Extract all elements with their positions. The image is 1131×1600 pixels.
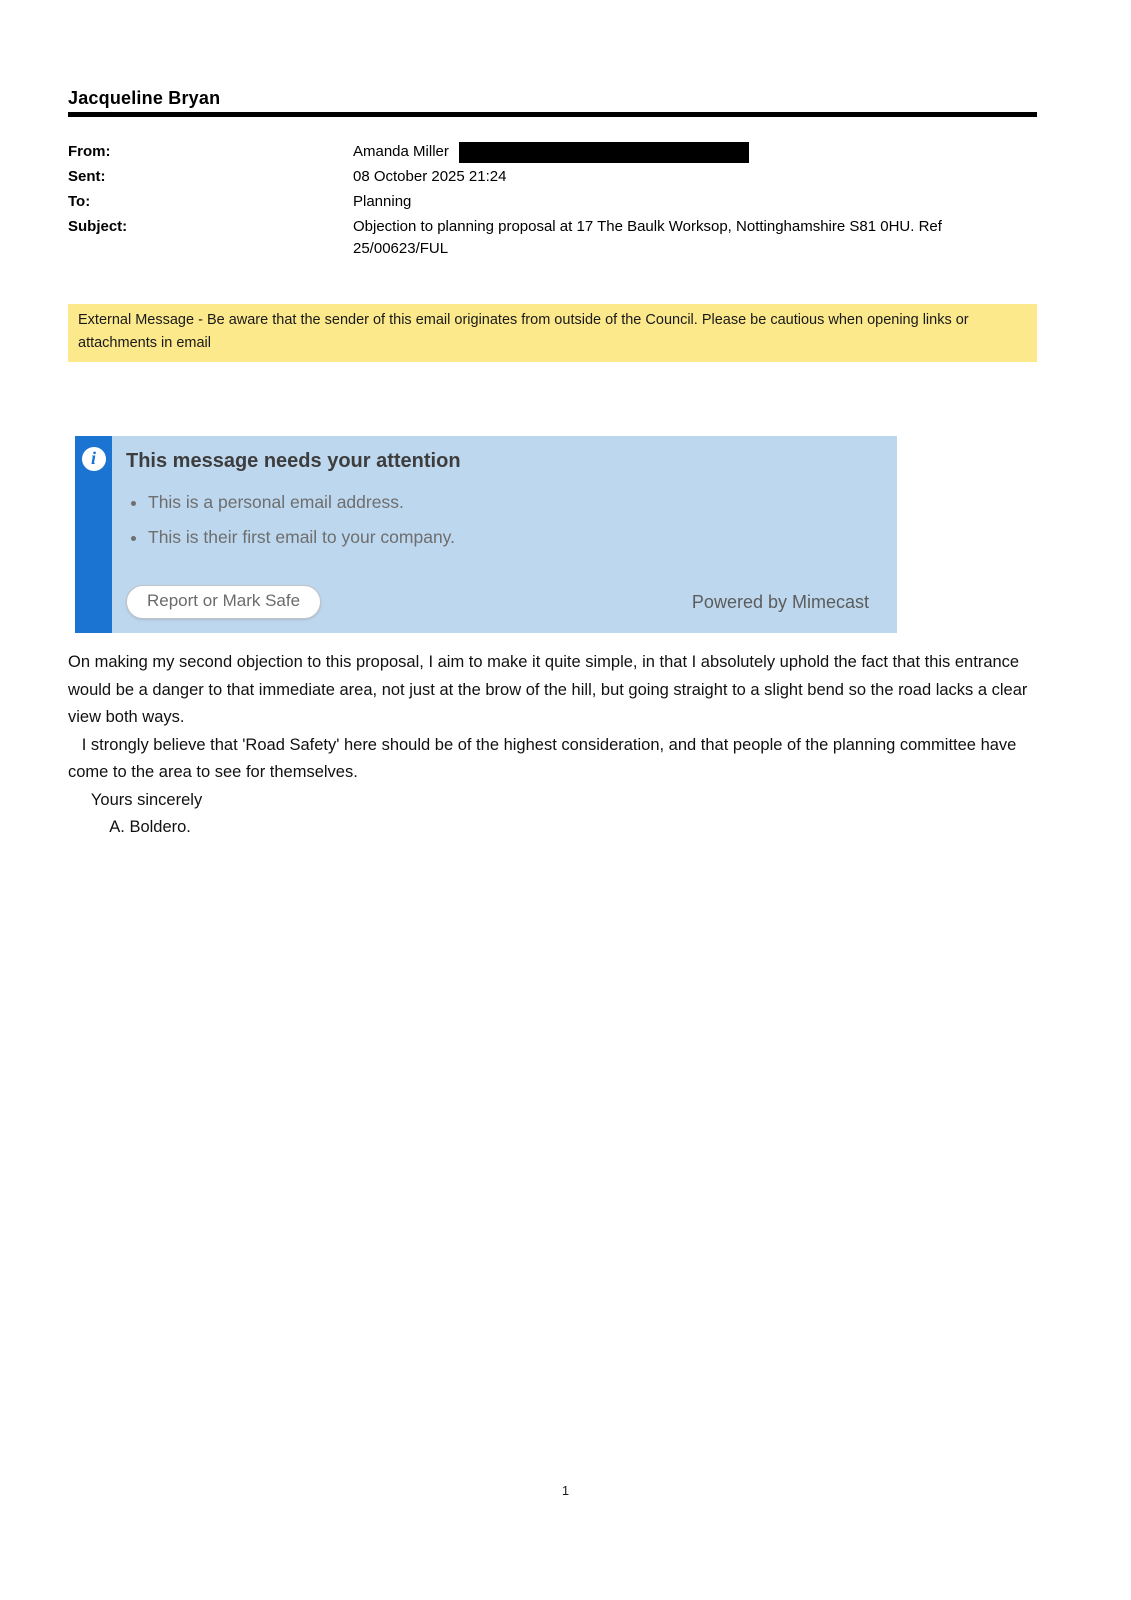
sent-label: Sent:	[68, 168, 106, 185]
banner-stripe	[75, 436, 112, 633]
body-paragraph: On making my second objection to this proposal, I aim to make it quite simple, in that I absolutely uphold the fact that this entrance would be a danger to that immediate area, not just at the brow of the hill, but going straight to a slight bend so the road lacks a clear view both ways.	[68, 653, 1033, 726]
external-message-warning: External Message - Be aware that the sender of this email originates from outside of the Council. Please be cautious when opening links or attachments in email	[68, 304, 1037, 362]
closing-line: Yours sincerely	[68, 790, 203, 809]
mimecast-attention-banner	[75, 436, 897, 633]
banner-bullet: • This is a personal email address.	[148, 485, 879, 520]
banner-content	[112, 436, 897, 633]
page-number: 1	[561, 1483, 570, 1498]
email-metadata	[68, 141, 1037, 260]
banner-title: This message needs your attention	[126, 450, 461, 472]
subject-label: Subject:	[68, 218, 128, 235]
body-paragraph: I strongly believe that 'Road Safety' here should be of the highest consideration, and that people of the planning committee have come to the area to see for themselves.	[68, 735, 1021, 781]
from-label: From:	[68, 143, 111, 160]
banner-bullet-list	[126, 485, 879, 555]
to-value: Planning	[353, 193, 412, 210]
subject-value: Objection to planning proposal at 17 The Baulk Worksop, Nottinghamshire S81 0HU. Ref 25/00623/FUL	[353, 218, 942, 257]
info-icon: i	[82, 447, 106, 471]
email-body	[68, 649, 1037, 842]
header-rule	[68, 112, 1037, 117]
to-label: To:	[68, 193, 91, 210]
powered-by-mimecast-label: Powered by Mimecast	[691, 591, 869, 612]
sent-value: 08 October 2025 21:24	[353, 168, 507, 185]
banner-bullet: • This is their first email to your company.	[148, 520, 879, 555]
report-or-mark-safe-button[interactable]: Report or Mark Safe	[126, 585, 321, 619]
signature-line: A. Boldero.	[68, 818, 191, 836]
recipient-name: Jacqueline Bryan	[68, 88, 221, 108]
from-value: Amanda Miller	[353, 143, 449, 160]
redacted-email-address	[459, 142, 749, 163]
